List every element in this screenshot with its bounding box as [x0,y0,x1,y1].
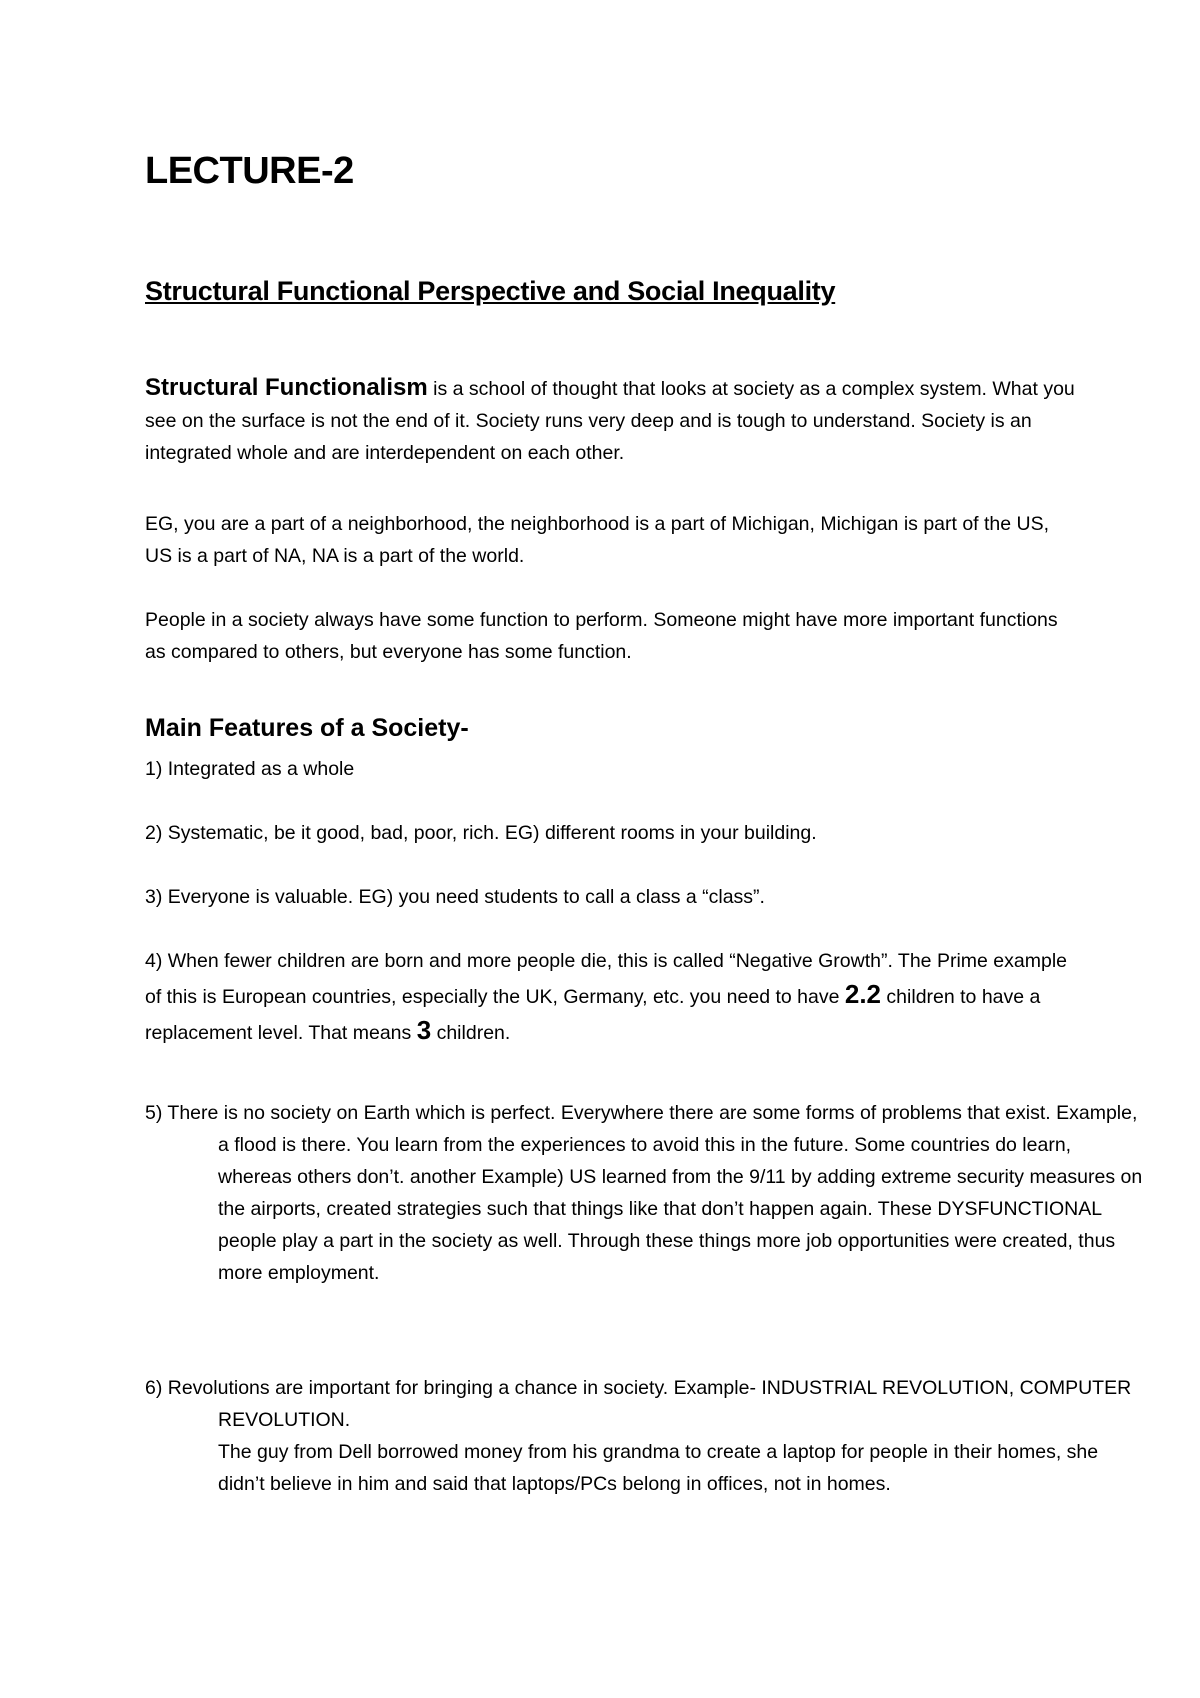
list-item [145,1372,1143,1500]
item4-text-b: children to have a replacement level. That means [145,986,1041,1044]
list-item [145,945,1075,1050]
item4-text-c: children. [431,1022,511,1044]
item6-continuation: The guy from Dell borrowed money from his grandma to create a laptop for people in their homes, she didn’t believe in him and said that laptops/PCs belong in offices, not in homes. [218,1441,1099,1495]
item6-text: 6) Revolutions are important for bringing a chance in society. Example- INDUSTRIAL REVOLUTION, COMPUTER REVOLUTION. [145,1377,1132,1431]
section-heading: Main Features of a Society- [145,714,469,742]
page-title: LECTURE-2 [145,150,354,192]
function-paragraph: People in a society always have some function to perform. Someone might have more important functions as compared to others, but everyone has some function. [145,609,1058,663]
list-item: 5) There is no society on Earth which is perfect. Everywhere there are some forms of problems that exist. Example, a flood is there. You learn from the experiences to avoid this in the future. Some countries do learn, whereas others don’t. another Example) US learned from the 9/11 by adding extreme security measures on the airports, created strategies such that things like that don’t happen again. These DYSFUNCTIONAL people play a part in the society as well. Through these things more job opportunities were created, thus more employment. [145,1102,1143,1284]
item4-number-b: 3 [416,1015,432,1045]
page-subtitle: Structural Functional Perspective and Social Inequality [145,276,836,306]
list-item: 2) Systematic, be it good, bad, poor, rich. EG) different rooms in your building. [145,822,817,844]
item4-text-a: 4) When fewer children are born and more people die, this is called “Negative Growth”. The Prime example of this is European countries, especially the UK, Germany, etc. you need to have [145,950,1067,1008]
list-item: 1) Integrated as a whole [145,758,355,780]
intro-lead-term: Structural Functionalism [145,374,428,401]
intro-paragraph [145,372,1075,469]
list-item: 3) Everyone is valuable. EG) you need students to call a class a “class”. [145,886,765,908]
example-paragraph: EG, you are a part of a neighborhood, the neighborhood is a part of Michigan, Michigan is part of the US, US is a part of NA, NA is a part of the world. [145,513,1050,567]
intro-text: is a school of thought that looks at society as a complex system. What you see on the surface is not the end of it. Society runs very deep and is tough to understand. Society is an integrated whole and are interdependent on each other. [145,378,1075,464]
item4-number-a: 2.2 [844,979,882,1009]
